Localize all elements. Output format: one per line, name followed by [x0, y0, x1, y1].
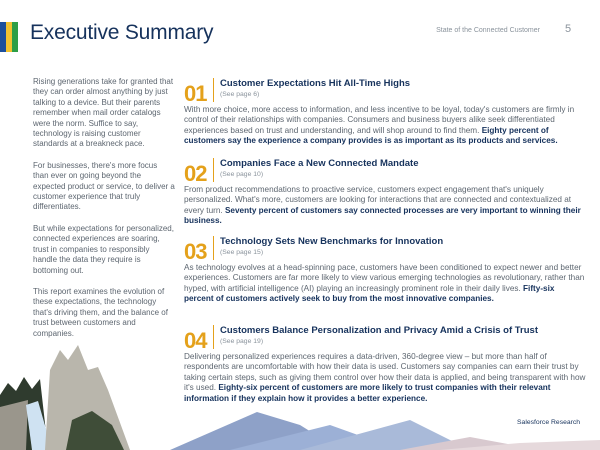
divider [213, 78, 214, 102]
finding-heading: Customer Expectations Hit All-Time Highs [220, 78, 411, 89]
finding-heading: Technology Sets New Benchmarks for Innovation [220, 236, 444, 247]
finding-heading: Customers Balance Personalization and Privacy Amid a Crisis of Trust [220, 325, 538, 336]
key-stat: Eighty-six percent of customers are more likely to trust companies with their relevant information if they explain how it provides a better experience. [184, 383, 551, 403]
key-stat: Fifty-six percent of customers actively seek to buy from the most innovative companies. [184, 283, 555, 304]
intro-paragraph: For businesses, there's more focus than ever on going beyond the expected product or service, to deliver a customer experience that truly differentiates. [33, 160, 175, 212]
intro-paragraph: But while expectations for personalized, connected experiences are soaring, trust in companies to responsibly handle the data they require is bottoming out. [33, 223, 174, 275]
report-name: State of the Connected Customer [436, 27, 540, 34]
finding-number: 02 [184, 161, 207, 186]
body-text: As technology evolves at a head-spinning pace, customers have been conditioned to expect newer and better experiences. Customers are far more likely to view various emerging technologies as revolutionary, rather than hyped, with artificial intelligence (AI) playing an increasingly prominent role in their daily lives. [184, 263, 585, 293]
divider [213, 236, 214, 260]
finding-body [184, 105, 586, 147]
key-stat: Seventy percent of customers say connected processes are very important to winning their business. [184, 205, 581, 226]
finding-body [184, 263, 586, 305]
finding-number: 03 [184, 239, 207, 264]
body-text: From product recommendations to proactive service, customers expect engagement that's uniquely personalized. What's more, customers are looking for interactions that are connected and contextualized at every turn. [184, 185, 572, 215]
body-text: Delivering personalized experiences requires a data-driven, 360-degree view – but more than half of respondents are uncomfortable with how their data is used. Customers say companies can earn their trust by taking certain steps, such as giving them control over how their data is applied, and being transparent with how it's used. [184, 352, 586, 393]
intro-paragraph: This report examines the evolution of these expectations, the technology that's driving them, and the balance of trust between customers and companies. [33, 286, 168, 338]
page-number: 5 [565, 23, 572, 35]
finding-body [184, 352, 586, 404]
finding-number: 01 [184, 81, 207, 106]
intro-column [33, 77, 175, 350]
source-credit: Salesforce Research [517, 419, 581, 426]
page-title: Executive Summary [30, 21, 214, 44]
page-reference-link[interactable]: (See page 6) [220, 91, 260, 98]
body-text: With more choice, more access to information, and less incentive to be loyal, today's customers are firmly in control of their relationships with companies. Consumers and business buyers alike seek differentiated experiences based on trust and understanding, and will shop around to find them. [184, 105, 575, 135]
finding-heading: Companies Face a New Connected Mandate [220, 158, 419, 169]
page-reference-link[interactable]: (See page 15) [220, 249, 264, 256]
page-reference-link[interactable]: (See page 10) [220, 171, 264, 178]
divider [213, 325, 214, 349]
finding-body [184, 185, 586, 227]
intro-paragraph: Rising generations take for granted that they can order almost anything by just talking to a device. But their parents remember when mail order catalogs were the norm. Suffice to say, technology is raising customer standards at a breakneck pace. [33, 77, 174, 149]
key-stat: Eighty percent of customers say the experience a company provides is as important as its products and services. [184, 125, 558, 146]
page-reference-link[interactable]: (See page 19) [220, 338, 264, 345]
finding-number: 04 [184, 328, 207, 353]
divider [213, 158, 214, 182]
brand-color-bar [0, 22, 18, 52]
